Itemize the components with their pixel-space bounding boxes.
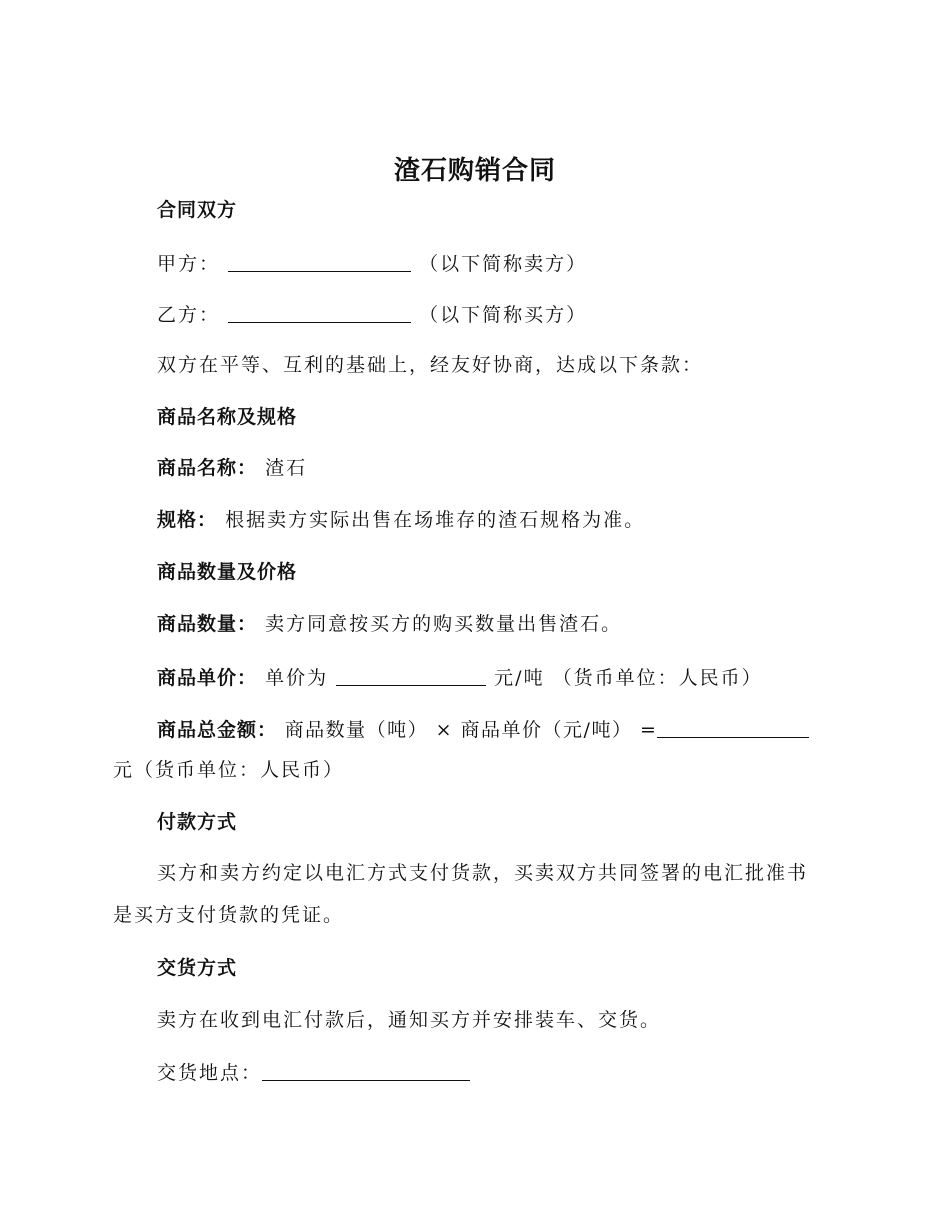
quantity-line [157, 615, 622, 634]
heading-goods: 商品名称及规格 [157, 406, 298, 428]
price-label: 商品单价： [157, 667, 258, 689]
party-a-line [157, 253, 587, 274]
party-a-suffix: （以下简称卖方） [419, 253, 588, 275]
goods-spec-line [157, 511, 645, 530]
price-blank [336, 667, 486, 686]
delivery-place-label: 交货地点： [157, 1062, 263, 1084]
heading-delivery: 交货方式 [157, 957, 238, 979]
delivery-place-line [157, 1062, 470, 1083]
delivery-place-blank [262, 1062, 470, 1081]
price-suffix: 元/吨 （货币单位：人民币） [494, 667, 763, 689]
payment-text-line2: 是买方支付货款的凭证。 [113, 904, 345, 926]
goods-name-line [157, 459, 307, 478]
party-b-label: 乙方： [157, 304, 221, 326]
quantity-value: 卖方同意按买方的购买数量出售渣石。 [265, 613, 623, 635]
heading-quantity: 商品数量及价格 [157, 561, 298, 583]
delivery-text: 卖方在收到电汇付款后，通知买方并安排装车、交货。 [157, 1009, 662, 1031]
quantity-label: 商品数量： [157, 613, 258, 635]
price-prefix: 单价为 [265, 667, 329, 689]
goods-name-value: 渣石 [265, 457, 308, 479]
page-title: 渣石购销合同 [393, 156, 556, 186]
party-b-line [157, 304, 587, 325]
party-a-label: 甲方： [157, 253, 221, 275]
price-line [157, 667, 763, 688]
total-label: 商品总金额： [157, 719, 278, 741]
total-blank [657, 719, 809, 738]
total-suffix: 元（货币单位：人民币） [113, 759, 345, 781]
goods-spec-label: 规格： [157, 509, 218, 531]
goods-spec-value: 根据卖方实际出售在场堆存的渣石规格为准。 [225, 509, 646, 531]
intro-text: 双方在平等、互利的基础上，经友好协商，达成以下条款： [157, 354, 704, 376]
heading-payment: 付款方式 [157, 811, 238, 833]
party-a-blank [228, 253, 411, 272]
party-b-blank [228, 304, 411, 323]
party-b-suffix: （以下简称买方） [419, 304, 588, 326]
total-formula: 商品数量（吨） × 商品单价（元/吨） = [284, 719, 658, 741]
total-line [157, 719, 809, 740]
goods-name-label: 商品名称： [157, 457, 258, 479]
heading-parties: 合同双方 [157, 199, 238, 221]
payment-text-line1: 买方和卖方约定以电汇方式支付货款，买卖双方共同签署的电汇批准书 [157, 862, 809, 884]
